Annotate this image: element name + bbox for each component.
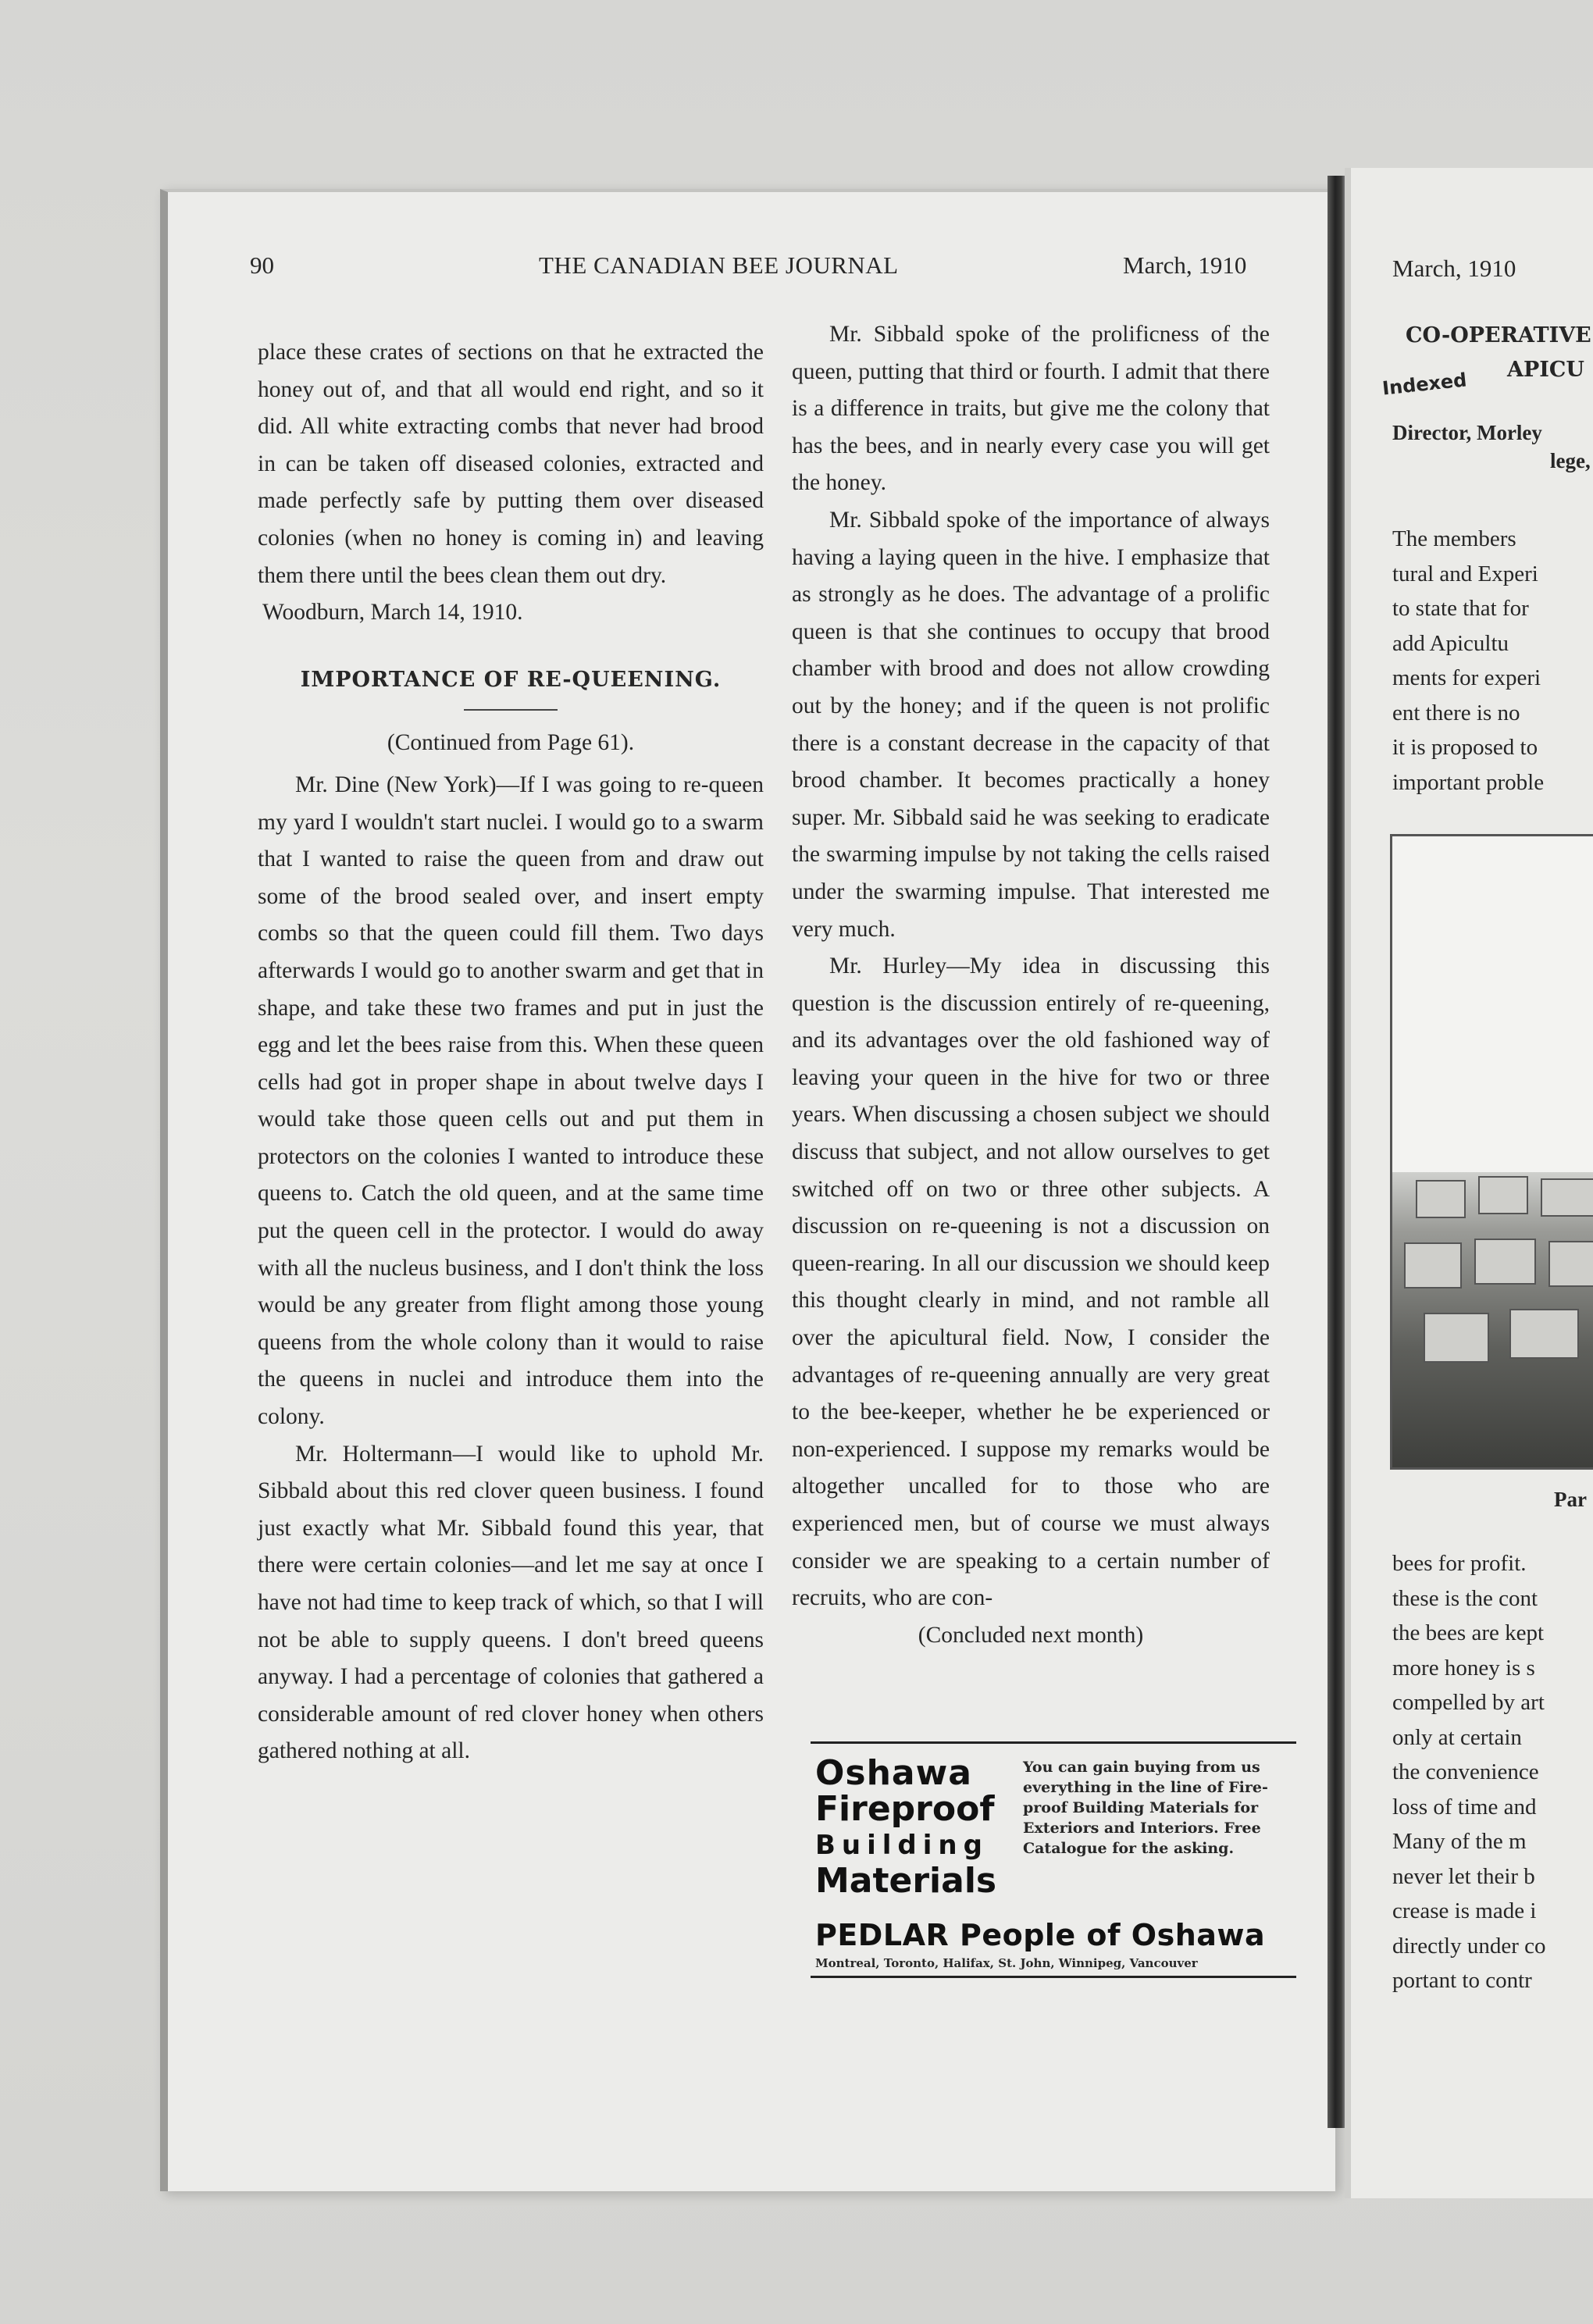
continued-note: (Continued from Page 61).	[387, 730, 635, 756]
right-page-body	[1392, 522, 1593, 800]
signature-line: Woodburn, March 14, 1910.	[262, 600, 523, 626]
hive-shape	[1509, 1309, 1579, 1359]
book-gutter	[1328, 176, 1345, 2128]
text-line: the bees are kept	[1392, 1620, 1545, 1645]
pedlar-advertisement	[811, 1741, 1296, 1984]
author-line: Director, Morley	[1392, 421, 1542, 444]
text-line: crease is made i	[1392, 1898, 1537, 1923]
text-line: ments for experi	[1392, 665, 1541, 690]
indexed-stamp: Indexed	[1381, 369, 1468, 400]
concluded-note: (Concluded next month)	[918, 1622, 1144, 1648]
text-line: never let their b	[1392, 1863, 1535, 1889]
paragraph: place these crates of sections on that he extracted the honey out of, and that all would end right, and so it did. All white extracting combs that never had brood in can be taken off diseased colonies, extracted and made perfectly safe by putting them over diseased colonies (when no honey is coming in) and leaving them there until the bees clean them out dry.	[258, 340, 764, 588]
right-page-date: March, 1910	[1392, 255, 1516, 282]
paragraph: Mr. Holtermann—I would like to uphold Mr. Sibbald about this red clover queen business. I found just exactly what Mr. Sibbald found this year, that there were certain colonies—and let me say at once I have not had time to keep track of which, so that I will not be able to supply queens. I don't breed queens anyway. I had a percentage of colonies that gathered a considerable amount of red clover honey when others gathered nothing at all.	[258, 1441, 764, 1764]
page-number: 90	[250, 251, 274, 279]
hive-shape	[1424, 1313, 1489, 1363]
text-line: loss of time and	[1392, 1794, 1537, 1820]
hive-shape	[1474, 1239, 1536, 1285]
text-line: it is proposed to	[1392, 735, 1538, 760]
paragraph: Mr. Dine (New York)—If I was going to re-queen my yard I wouldn't start nuclei. I would go to a swarm that I wanted to raise the queen from and draw out some of the brood sealed over, and insert empty combs so that the queen could fill them. Two days afterwards I would go to another swarm and get that in shape, and take these two frames and put in just the egg and let the bees raise from this. When these queen cells had got in proper shape in about twelve days I would take those queen cells out and put them in protectors on the colonies I wanted to introduce these queens to. Catch the old queen, and at the same time put the queen cell in the protector. I would do away with all the nucleus business, and I don't think the loss would be any greater from flight among those young queens from the whole colony than it would to raise the queens in nuclei and introduce them into the colony.	[258, 772, 764, 1430]
text-line: portant to contr	[1392, 1968, 1532, 1993]
author-line: lege,	[1550, 449, 1591, 472]
text-line: tural and Experi	[1392, 561, 1538, 586]
ad-brand-line: Oshawa	[815, 1753, 972, 1793]
text-line: directly under co	[1392, 1933, 1546, 1959]
text-line: bees for profit.	[1392, 1551, 1527, 1576]
paragraph: Mr. Sibbald spoke of the importance of always having a laying queen in the hive. I emphasize that as strongly as he does. The advantage of a prolific queen is that she continues to occupy that brood chamber with brood and does not allow crowding out by the honey; and if the queen is not prolific there is a constant decrease in the capacity of that brood chamber. It becomes practically a honey super. Mr. Sibbald said he was seeking to eradicate the swarming impulse by not taking the cells raised under the swarming impulse. That interested me very much.	[792, 507, 1270, 942]
ad-brand-line: Fireproof	[815, 1789, 995, 1829]
divider	[464, 709, 558, 711]
paragraph: Mr. Sibbald spoke of the prolificness of the queen, putting that third or fourth. I admit that there is a difference in traits, but give me the colony that has the bees, and in nearly every case you will get the honey.	[792, 322, 1270, 496]
hive-shape	[1541, 1178, 1593, 1217]
text-line: more honey is s	[1392, 1655, 1535, 1681]
ad-cities: Montreal, Toronto, Halifax, St. John, Winnipeg, Vancouver	[815, 1956, 1198, 1970]
ad-brand-block	[815, 1755, 1018, 1899]
divider	[811, 1741, 1296, 1744]
text-line: The members	[1392, 526, 1516, 551]
right-page-title: APICU	[1507, 358, 1584, 382]
ad-tagline: PEDLAR People of Oshawa	[815, 1918, 1266, 1952]
journal-title: THE CANADIAN BEE JOURNAL	[539, 251, 899, 279]
right-page-title: CO-OPERATIVE	[1406, 323, 1591, 348]
text-line: important proble	[1392, 769, 1545, 795]
article-heading: IMPORTANCE OF RE-QUEENING.	[300, 667, 722, 692]
text-line: only at certain	[1392, 1724, 1522, 1750]
ad-copy: You can gain buying from us everything in the line of Fire-proof Building Materials for Exteriors and Interiors. Free Catalogue for the asking.	[1023, 1759, 1268, 1857]
hive-shape	[1404, 1242, 1462, 1289]
text-line: add Apicultu	[1392, 630, 1509, 656]
paragraph: Mr. Hurley—My idea in discussing this question is the discussion entirely of re-queening, and its advantages over the old fashioned way of leaving your queen in the hive for two or three years. When discussing a chosen subject we should discuss that subject, and not allow ourselves to get switched off on two or three other subjects. A discussion on re-queening is not a discussion on queen-rearing. In all our discussion we should keep this thought clearly in mind, and not ramble all over the apicultural field. Now, I consider the advantages of re-queening annually are very great to the bee-keeper, whether he be experienced or non-experienced. I suppose my remarks would be altogether uncalled for to those who are experienced men, but of course we must always consider we are speaking to a certain number of recruits, who are con-	[792, 953, 1270, 1611]
hive-shape	[1478, 1176, 1528, 1214]
text-line: to state that for	[1392, 596, 1529, 621]
divider	[811, 1976, 1296, 1978]
text-line: compelled by art	[1392, 1690, 1545, 1715]
text-line: the convenience	[1392, 1759, 1539, 1784]
hive-shape	[1416, 1180, 1466, 1218]
issue-date: March, 1910	[1123, 251, 1247, 279]
right-page-body	[1392, 1546, 1593, 1998]
photo-caption: Par	[1554, 1488, 1587, 1511]
left-text-column	[258, 334, 764, 1770]
text-line: these is the cont	[1392, 1585, 1538, 1611]
hive-shape	[1548, 1241, 1593, 1287]
right-text-column	[792, 316, 1270, 1654]
ad-brand-line: Materials	[815, 1861, 997, 1901]
ad-brand-line: Building	[815, 1830, 989, 1861]
apiary-photograph	[1390, 834, 1593, 1470]
text-line: Many of the m	[1392, 1829, 1527, 1854]
text-line: ent there is no	[1392, 700, 1520, 725]
